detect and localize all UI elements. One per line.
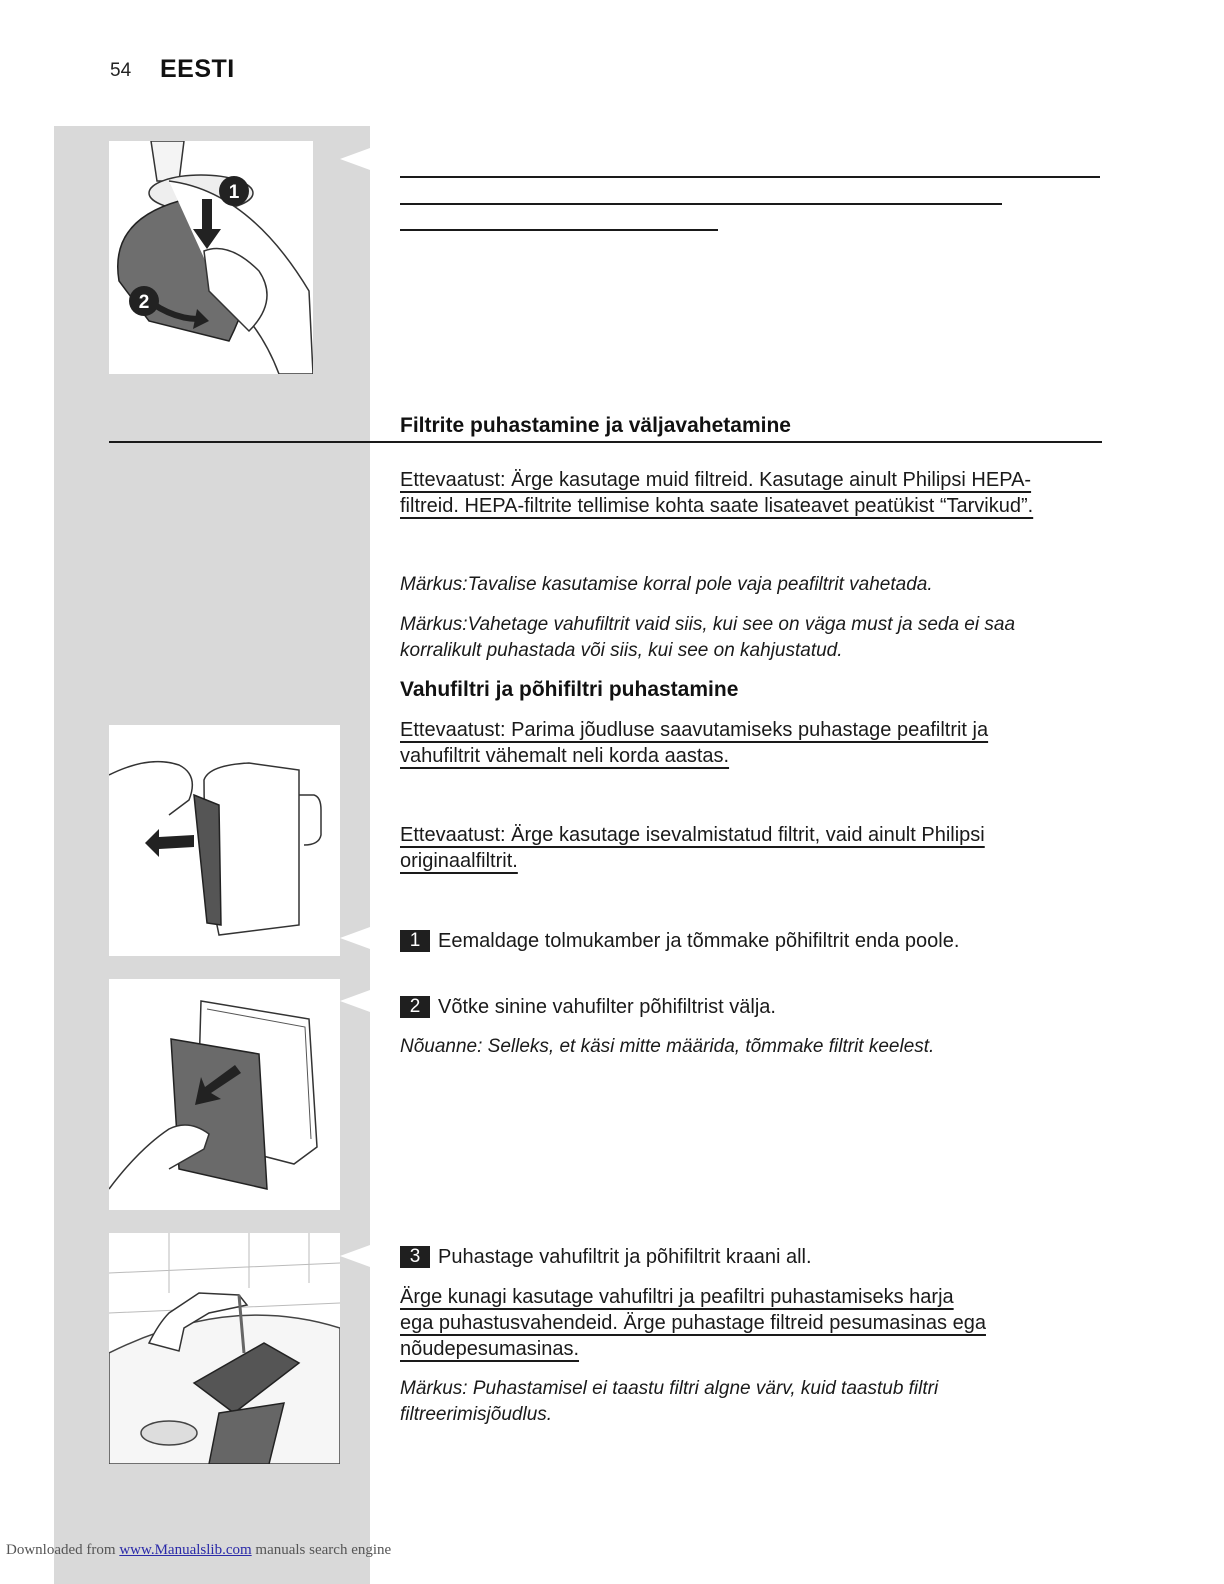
step-2 [400, 994, 1110, 1020]
note-foam-filter-line: korralikult puhastada või siis, kui see on kahjustatud. [400, 640, 843, 661]
note-color-line: Märkus: Puhastamisel ei taastu filtri algne värv, kuid taastub filtri [400, 1378, 939, 1399]
pointer-notch [340, 927, 370, 949]
callout-1-badge [219, 176, 249, 206]
note-color-line: filtreerimisjõudlus. [400, 1404, 553, 1425]
step-2-text: Võtke sinine vahufilter põhifiltrist välja. [438, 996, 776, 1018]
note-foam-filter [400, 612, 1110, 664]
caution-original-line: originaalfiltrit. [400, 850, 518, 872]
manualslib-link[interactable]: www.Manualslib.com [119, 1542, 252, 1558]
step-3-text: Puhastage vahufiltrit ja põhifiltrit kraani all. [438, 1246, 812, 1268]
caution-hepa-line: Ettevaatust: Ärge kasutage muid filtreid. Kasutage ainult Philipsi HEPA- [400, 469, 1032, 491]
step-1 [400, 928, 1110, 954]
warning-brush-line: Ärge kunagi kasutage vahufiltri ja peafiltri puhastamiseks harja [400, 1286, 954, 1308]
blank-line [400, 229, 718, 231]
caution-hepa-line: filtreid. HEPA-filtrite tellimise kohta saate lisateavet peatükist “Tarvikud”. [400, 495, 1034, 517]
pointer-notch [340, 1245, 370, 1267]
warning-brush [400, 1284, 1110, 1362]
caution-hepa [400, 467, 1110, 519]
caution-performance [400, 717, 1110, 769]
step-number-badge: 1 [400, 930, 430, 952]
callout-2-badge [129, 286, 159, 316]
illustration-pull-filter [109, 725, 340, 956]
warning-brush-line: ega puhastusvahendeid. Ärge puhastage filtreid pesumasinas ega [400, 1312, 986, 1334]
note-foam-filter-line: Märkus:Vahetage vahufiltrit vaid siis, kui see on väga must ja seda ei saa [400, 614, 1016, 635]
caution-performance-line: Ettevaatust: Parima jõudluse saavutamiseks puhastage peafiltrit ja [400, 719, 989, 741]
illustration-rinse-under-tap [109, 1233, 340, 1464]
blank-line [400, 176, 1100, 178]
note-color [400, 1376, 1110, 1428]
section-title-filters: Filtrite puhastamine ja väljavahetamine [400, 414, 791, 437]
footer-suffix: manuals search engine [251, 1542, 392, 1558]
step-number-badge: 2 [400, 996, 430, 1018]
section-divider [109, 441, 1102, 443]
illustration-remove-foam-filter [109, 979, 340, 1210]
warning-brush-line: nõudepesumasinas. [400, 1338, 580, 1360]
caution-original-line: Ettevaatust: Ärge kasutage isevalmistatud filtrit, vaid ainult Philipsi [400, 824, 985, 846]
step-number-badge: 3 [400, 1246, 430, 1268]
step-1-text: Eemaldage tolmukamber ja tõmmake põhifiltrit enda poole. [438, 930, 960, 952]
page-language-title: EESTI [160, 55, 235, 83]
pointer-notch [340, 148, 370, 170]
caution-original [400, 822, 1110, 874]
note-main-filter: Märkus:Tavalise kasutamise korral pole vaja peafiltrit vahetada. [400, 574, 933, 595]
callout-2-label: 2 [138, 292, 150, 313]
tip-step-2: Nõuanne: Selleks, et käsi mitte määrida, tõmmake filtrit keelest. [400, 1036, 935, 1057]
caution-performance-line: vahufiltrit vähemalt neli korda aastas. [400, 745, 730, 767]
page-number: 54 [110, 60, 132, 81]
download-footer [6, 1542, 391, 1559]
illustration-open-container [109, 141, 313, 374]
callout-1-label: 1 [228, 182, 240, 203]
pointer-notch [340, 990, 370, 1012]
step-3 [400, 1244, 1110, 1270]
footer-prefix: Downloaded from [6, 1542, 120, 1558]
blank-line [400, 203, 1002, 205]
section-title-cleaning: Vahufiltri ja põhifiltri puhastamine [400, 678, 739, 701]
